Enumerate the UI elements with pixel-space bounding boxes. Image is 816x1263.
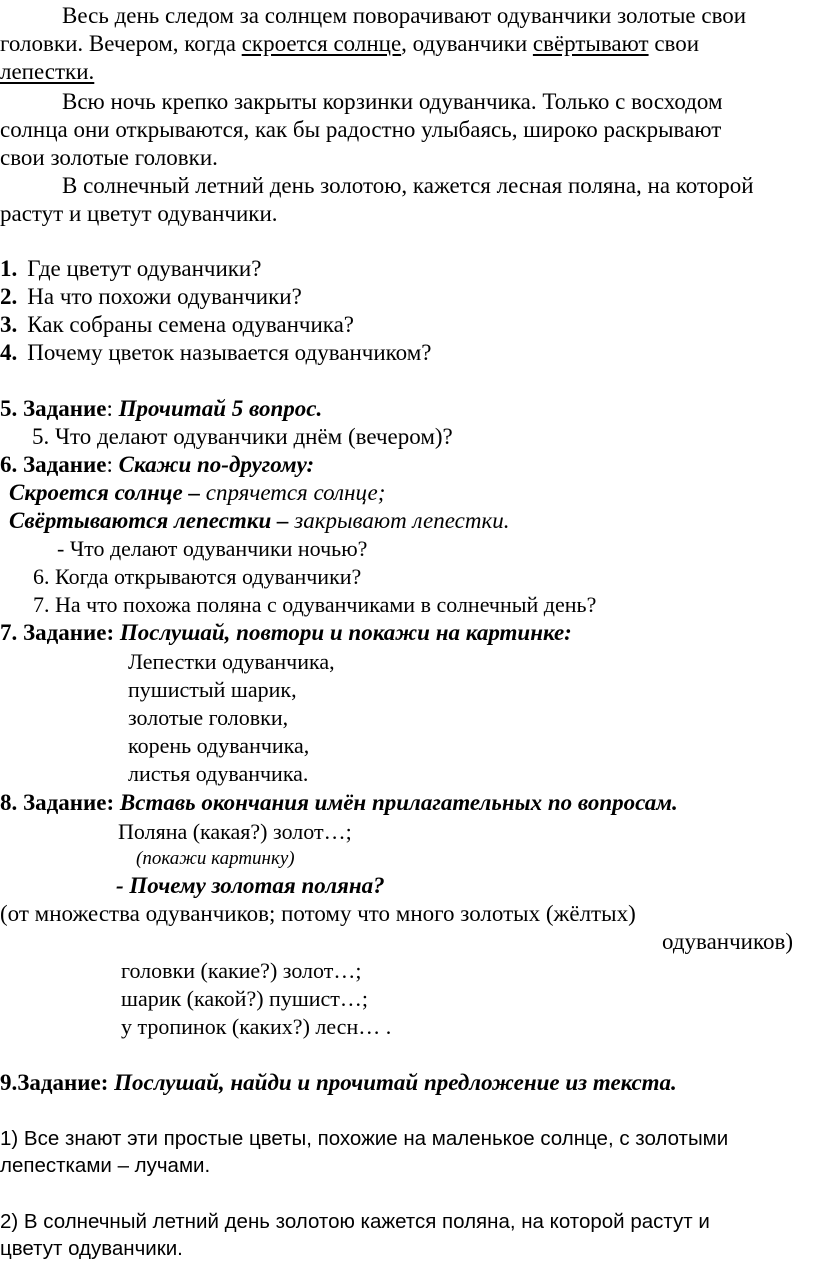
- question-number: 3.: [0, 312, 18, 337]
- task-6-heading: [0, 451, 314, 479]
- task-label: 9.Задание:: [0, 1070, 115, 1095]
- task-title: Послушай, найди и прочитай предложение из текста.: [114, 1070, 677, 1095]
- underlined-word-petals: лепестки.: [0, 59, 95, 84]
- underlined-word-curl: свёртывают: [532, 31, 649, 56]
- task-title: Вставь окончания имён прилагательных по вопросам.: [119, 790, 678, 815]
- question-3: [0, 311, 354, 339]
- task-8-line-1: Поляна (какая?) золот…;: [118, 819, 352, 844]
- phrase-original: Свёртываются лепестки –: [9, 508, 295, 533]
- task-label: 5. Задание: [0, 396, 107, 421]
- task-label: 6. Задание: [0, 452, 107, 477]
- task-8-line-4: у тропинок (каких?) лесн… .: [121, 1014, 392, 1039]
- task-colon: :: [106, 396, 119, 421]
- phrase-original: Скроется солнце –: [9, 480, 206, 505]
- paragraph-1-line-2: [0, 30, 699, 58]
- task-7-heading: [0, 619, 572, 647]
- task-6-question-night: - Что делают одуванчики ночью?: [57, 536, 368, 561]
- task-8-answer-line-1: (от множества одуванчиков; потому что много золотых (жёлтых): [0, 901, 636, 926]
- task-label: 7. Задание:: [0, 620, 120, 645]
- task-8-why: - Почему золотая поляна?: [116, 873, 385, 898]
- question-4: [0, 339, 431, 367]
- question-text: Где цветут одуванчики?: [27, 256, 262, 281]
- task-9-sentence-1-line-1: 1) Все знают эти простые цветы, похожие на маленькое солнце, с золотыми: [0, 1127, 729, 1150]
- question-text: На что похожи одуванчики?: [27, 284, 302, 309]
- task-title: Прочитай 5 вопрос.: [118, 396, 323, 421]
- task-9-heading: [0, 1069, 677, 1097]
- underlined-phrase-sun-hides: скроется солнце: [241, 31, 402, 56]
- phrase-synonym: закрывают лепестки.: [294, 508, 510, 533]
- question-number: 1.: [0, 256, 18, 281]
- task-colon: :: [106, 452, 119, 477]
- task-9-sentence-2-line-2: цветут одуванчики.: [0, 1237, 183, 1260]
- task-label: 8. Задание:: [0, 790, 120, 815]
- task-title: Скажи по-другому:: [118, 452, 315, 477]
- text-segment: , одуванчики: [401, 31, 533, 56]
- task-7-item: листья одуванчика.: [128, 761, 309, 786]
- paragraph-3-line-2: растут и цветут одуванчики.: [0, 201, 278, 226]
- task-7-item: пушистый шарик,: [128, 677, 297, 702]
- task-6-synonym-1: [9, 479, 385, 507]
- question-number: 2.: [0, 284, 18, 309]
- question-number: 4.: [0, 340, 18, 365]
- task-6-question-6: 6. Когда открываются одуванчики?: [33, 564, 362, 589]
- paragraph-2-line-3: свои золотые головки.: [0, 145, 218, 170]
- task-6-question-7: 7. На что похожа поляна с одуванчиками в солнечный день?: [33, 592, 597, 617]
- text-segment: головки. Вечером, когда: [0, 31, 242, 56]
- question-text: Почему цветок называется одуванчиком?: [27, 340, 432, 365]
- task-8-heading: [0, 789, 678, 817]
- task-9-sentence-2-line-1: 2) В солнечный летний день золотою кажется поляна, на которой растут и: [0, 1210, 710, 1233]
- task-7-item: золотые головки,: [128, 705, 289, 730]
- paragraph-1-line-1: Весь день следом за солнцем поворачивают одуванчики золотые свои: [62, 3, 747, 28]
- task-7-item: корень одуванчика,: [128, 733, 310, 758]
- paragraph-1-line-3: [0, 58, 94, 86]
- task-title: Послушай, повтори и покажи на картинке:: [119, 620, 572, 645]
- task-8-hint: (покажи картинку): [136, 848, 295, 869]
- task-6-synonym-2: [9, 507, 510, 535]
- question-text: Как собраны семена одуванчика?: [27, 312, 355, 337]
- paragraph-3-line-1: В солнечный летний день золотою, кажется лесная поляна, на которой: [62, 173, 754, 198]
- question-2: [0, 283, 302, 311]
- task-7-item: Лепестки одуванчика,: [128, 649, 335, 674]
- task-5-heading: [0, 395, 322, 423]
- paragraph-2-line-1: Всю ночь крепко закрыты корзинки одуванчика. Только с восходом: [62, 89, 723, 114]
- question-1: [0, 255, 261, 283]
- paragraph-2-line-2: солнца они открываются, как бы радостно улыбаясь, широко раскрывают: [0, 117, 722, 142]
- task-9-sentence-1-line-2: лепестками – лучами.: [0, 1154, 211, 1177]
- task-8-answer-line-2: одуванчиков): [662, 929, 794, 954]
- text-segment: свои: [648, 31, 700, 56]
- task-8-line-2: головки (какие?) золот…;: [121, 958, 362, 983]
- task-5-item: 5. Что делают одуванчики днём (вечером)?: [32, 424, 453, 449]
- phrase-synonym: спрячется солнце;: [205, 480, 386, 505]
- task-8-line-3: шарик (какой?) пушист…;: [121, 986, 369, 1011]
